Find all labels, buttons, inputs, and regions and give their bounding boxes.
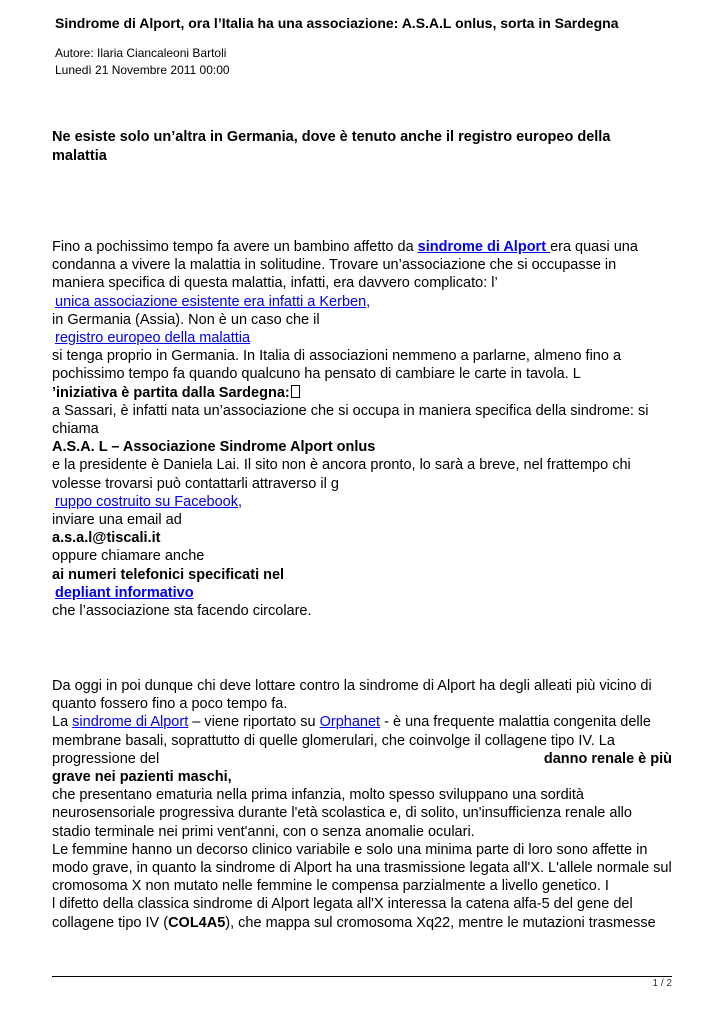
email-intro: inviare una email ad <box>52 512 182 529</box>
ematuria-paragraph: che presentano ematuria nella prima infanzia, molto spesso sviluppano una sordità neurosensoriale progressiva durante l'età scolastica e, di solito, un'insufficienza renale allo stadio terminale nei primi vent'anni, con o senza anomalie oculari. <box>52 787 632 840</box>
body-section-2 <box>52 677 672 932</box>
article-subtitle: Ne esiste solo un’altra in Germania, dove è tenuto anche il registro europeo della malattia <box>52 129 611 164</box>
registro-link[interactable]: registro europeo della malattia <box>55 330 251 347</box>
email-address: a.s.a.l@tiscali.it <box>52 530 161 547</box>
progressione-text: progressione del <box>52 750 160 767</box>
intro-paragraph <box>52 238 672 293</box>
sassari-text: a Sassari, è infatti nata un’associazione che si occupa in maniera specifica della sindrome: si chiama <box>52 402 649 438</box>
germany-text: in Germania (Assia). Non è un caso che il <box>52 311 320 328</box>
definition-paragraph <box>52 713 672 749</box>
col4a5-gene: COL4A5 <box>168 914 226 931</box>
closing-text: che l’associazione sta facendo circolare. <box>52 603 312 620</box>
definition-text: - è una frequente malattia congenita delle membrane basali, soprattutto di quelle glomerulari, che coinvolge il collagene tipo IV. La <box>52 714 651 749</box>
alleati-paragraph: Da oggi in poi dunque chi deve lottare contro la sindrome di Alport ha degli alleati più vicino di quanto fossero fino a poco tempo fa. <box>52 678 652 713</box>
body-section-1 <box>52 238 672 620</box>
germany-text-2: si tenga proprio in Germania. In Italia di associazioni nemmeno a parlarne, almeno fino a pochissimo tempo fa quando qualcuno ha pensato di cambiare le carte in tavola. L <box>52 348 622 383</box>
danno-renale-text: danno renale è più <box>543 750 672 767</box>
phone-bold-text: ai numeri telefonici specificati nel <box>52 566 285 583</box>
difetto-text-start: l difetto della classica sindrome di Alport legata all'X interessa la catena alfa-5 del gene del collagene tipo IV ( <box>52 896 633 931</box>
phone-intro: oppure chiamare anche <box>52 548 205 565</box>
intro-text-end: era quasi una condanna a vivere la malattia in solitudine. Trovare un’associazione che si occupasse in maniera specifica di questa malattia, infatti, era davvero complicato: l’ <box>52 239 638 292</box>
femmine-paragraph: Le femmine hanno un decorso clinico variabile e solo una minima parte di loro sono affette in modo grave, in quanto la sindrome di Alport ha una trasmissione legata all'X. L'allele normale sul cromosoma X non mutato nelle femmine le compensa parzialmente a livello genetico. I <box>52 841 672 895</box>
author-line: Autore: Ilaria Ciancaleoni Bartoli <box>55 46 227 60</box>
difetto-text-end: ), che mappa sul cromosoma Xq22, mentre le mutazioni trasmesse <box>225 914 656 931</box>
alport-link[interactable]: sindrome di Alport <box>417 239 551 255</box>
footer-divider <box>52 976 672 977</box>
date-line: Lunedì 21 Novembre 2011 00:00 <box>55 63 230 77</box>
orphanet-link[interactable]: Orphanet <box>319 714 381 731</box>
difetto-paragraph <box>52 895 672 931</box>
page-number: 1 / 2 <box>652 978 672 989</box>
la-text: La <box>52 714 73 731</box>
kerben-link[interactable]: unica associazione esistente era infatti a Kerben, <box>55 293 371 310</box>
article-title: Sindrome di Alport, ora l’Italia ha una associazione: A.S.A.L onlus, sorta in Sardegna <box>55 15 619 31</box>
progression-row <box>52 750 672 768</box>
riportato-text: – viene riportato su <box>188 714 320 731</box>
iniziativa-heading <box>52 384 672 402</box>
depliant-link[interactable]: depliant informativo <box>55 584 194 601</box>
alport-link-2[interactable]: sindrome di Alport <box>72 714 189 731</box>
missing-glyph-icon <box>291 385 300 398</box>
intro-text-start: Fino a pochissimo tempo fa avere un bambino affetto da <box>52 239 418 255</box>
asal-name: A.S.A. L – Associazione Sindrome Alport onlus <box>52 439 376 456</box>
iniziativa-text: ’iniziativa è partita dalla Sardegna: <box>52 384 290 401</box>
presidente-text: e la presidente è Daniela Lai. Il sito non è ancora pronto, lo sarà a breve, nel frattempo chi volesse trovarsi può contattarli attraverso il g <box>52 457 631 492</box>
grave-text: grave nei pazienti maschi, <box>52 769 232 786</box>
facebook-link[interactable]: ruppo costruito su Facebook, <box>55 493 242 510</box>
